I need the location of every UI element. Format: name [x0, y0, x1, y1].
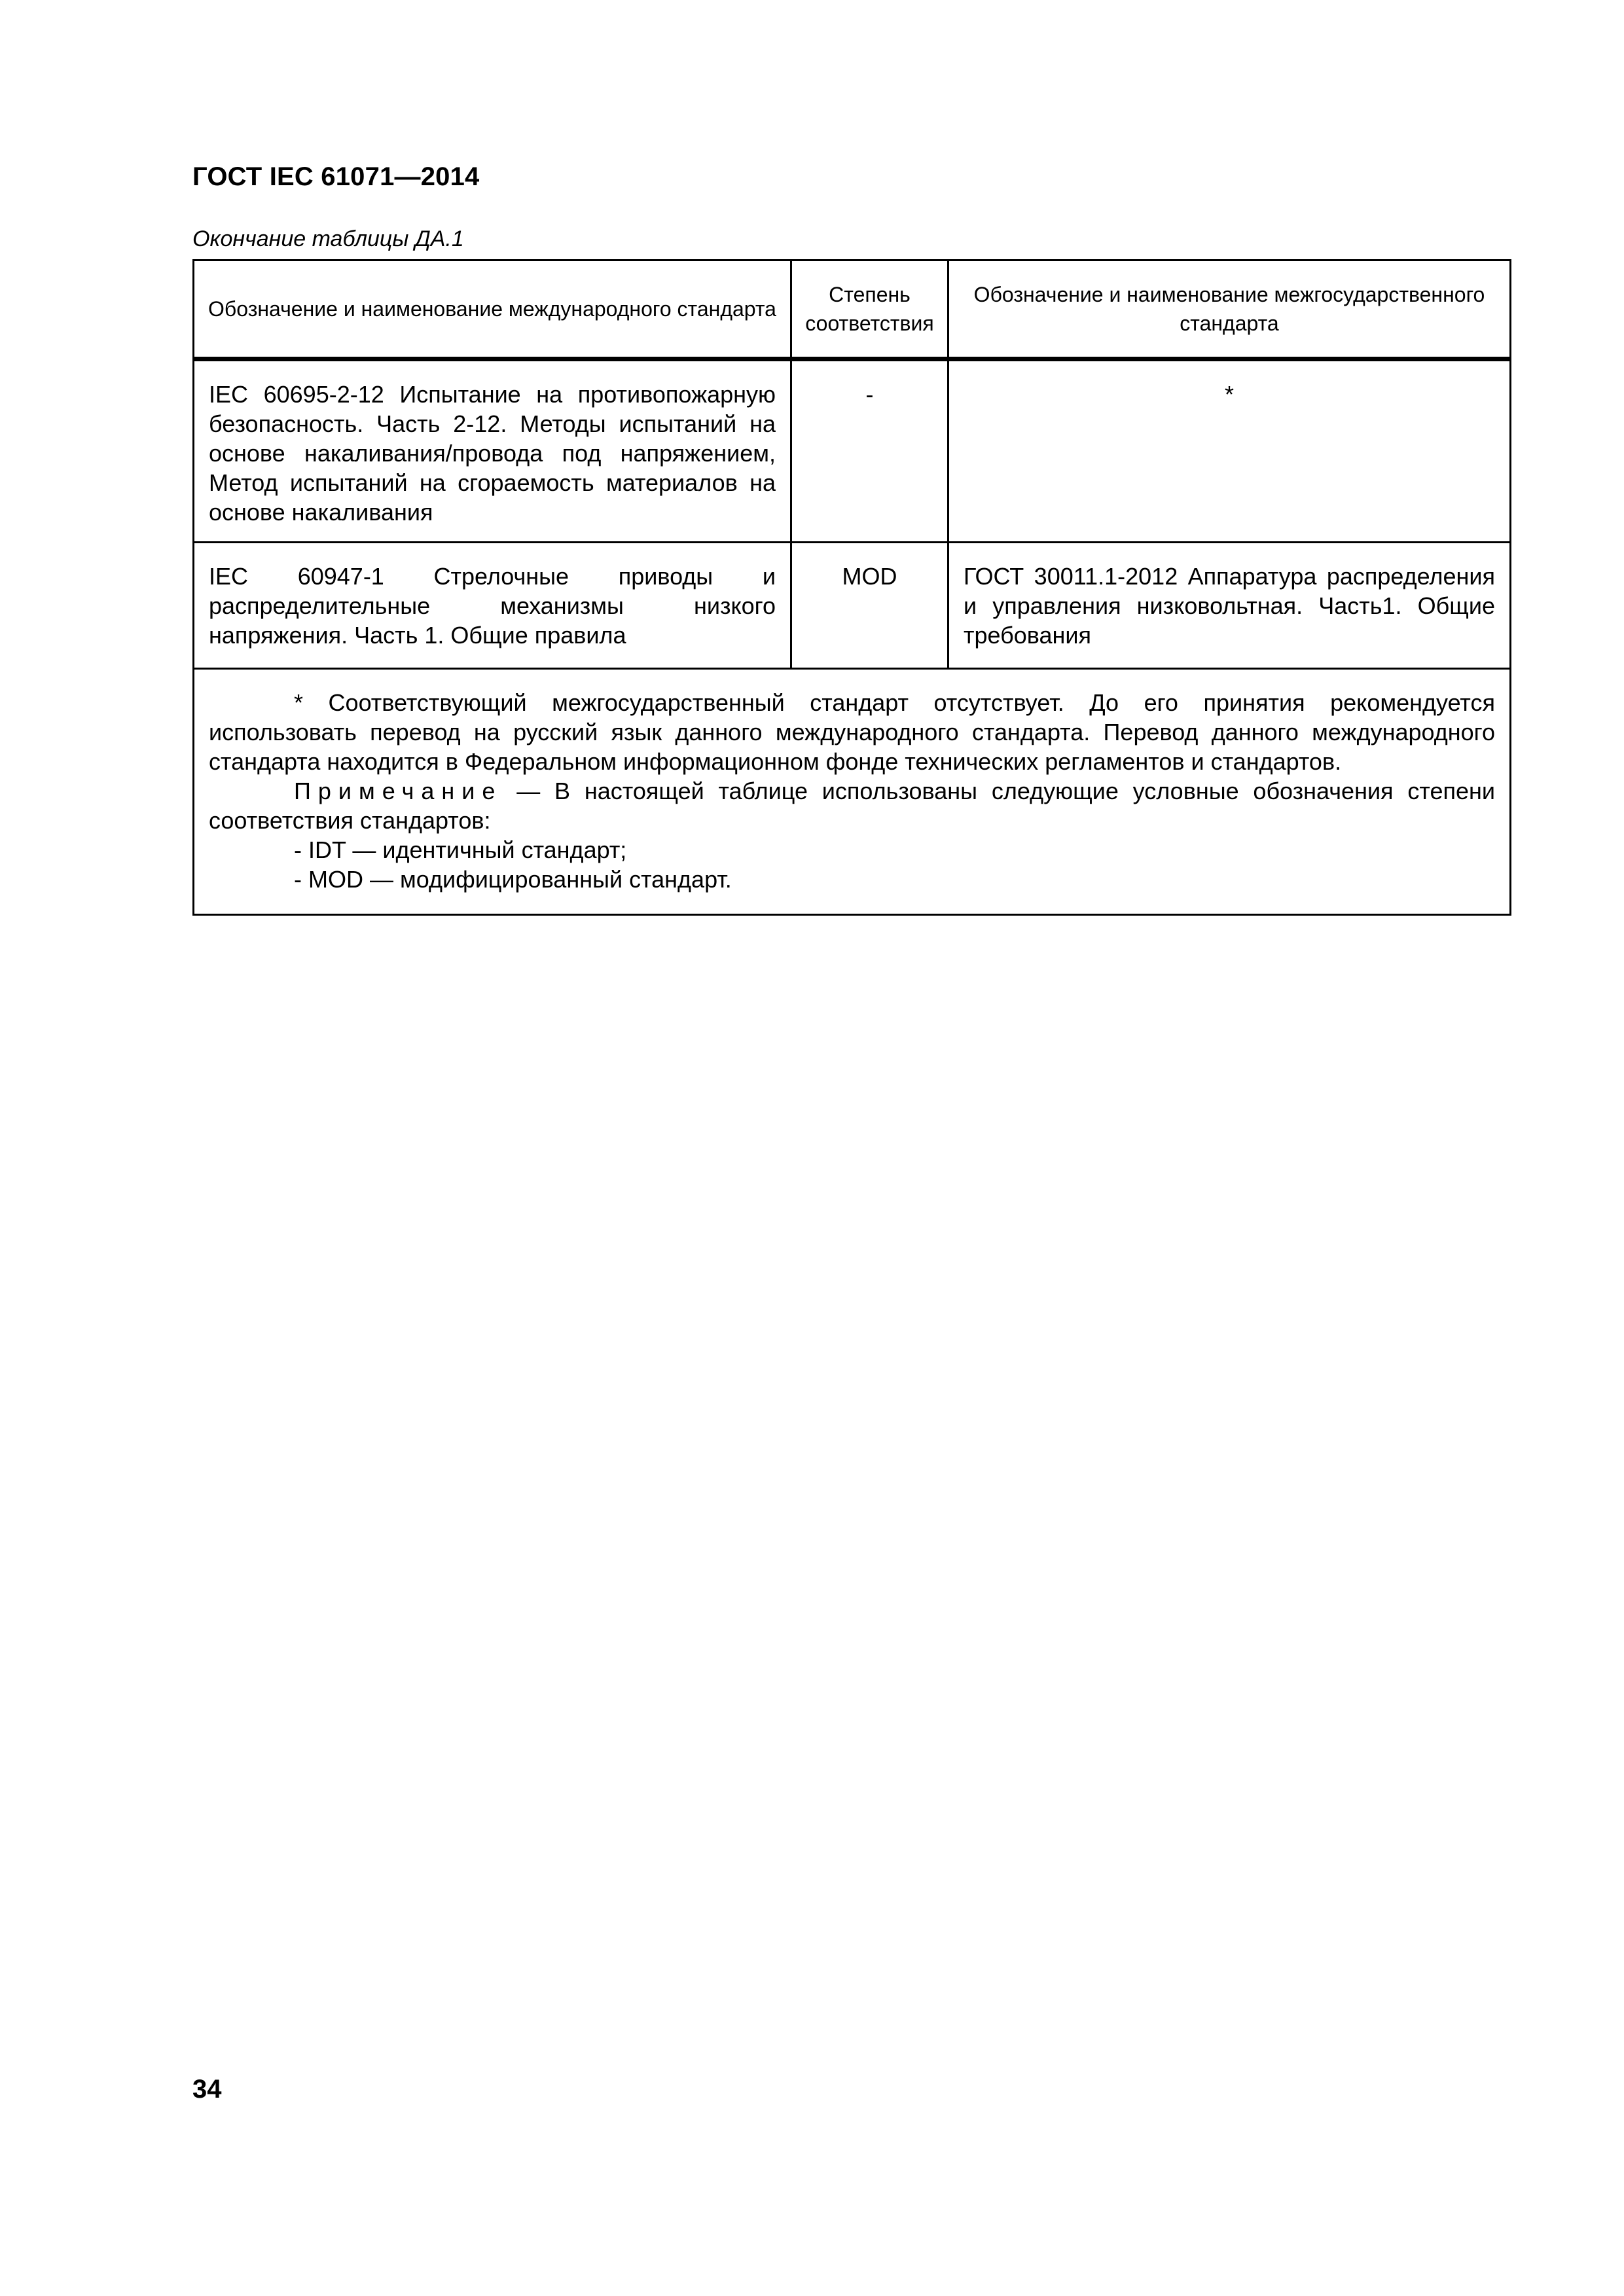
column-header-interstate: Обозначение и наименование межгосударственного стандарта	[948, 260, 1511, 359]
page-number: 34	[192, 2075, 222, 2104]
table-notes	[194, 669, 1511, 915]
cell-interstate-standard: ГОСТ 30011.1-2012 Аппаратура распределения и управления низковольтная. Часть1. Общие требования	[948, 543, 1511, 669]
cell-international-standard: IEC 60947-1 Стрелочные приводы и распределительные механизмы низкого напряжения. Часть 1. Общие правила	[194, 543, 791, 669]
column-header-degree: Степень соответствия	[791, 260, 948, 359]
footnote-text: * Соответствующий межгосударственный стандарт отсутствует. До его принятия рекомендуется использовать перевод на русский язык данного международного стандарта. Перевод данного международного стандарта находится в Федеральном информационном фонде технических регламентов и стандартов.	[209, 689, 1495, 775]
table-notes-row	[194, 669, 1511, 915]
legend-idt: - IDT — идентичный стандарт;	[294, 836, 627, 863]
note-paragraph	[209, 776, 1495, 835]
table-caption: Окончание таблицы ДА.1	[192, 226, 464, 251]
legend-mod: - MOD — модифицированный стандарт.	[294, 866, 732, 893]
cell-international-standard: IEC 60695-2-12 Испытание на противопожарную безопасность. Часть 2-12. Методы испытаний на основе накаливания/провода под напряжением, Метод испытаний на сгораемость материалов на основе накаливания	[194, 359, 791, 543]
cell-degree: MOD	[791, 543, 948, 669]
column-header-international: Обозначение и наименование международного стандарта	[194, 260, 791, 359]
cell-interstate-standard: *	[948, 359, 1511, 543]
correspondence-table	[192, 259, 1511, 916]
note-label: Примечание	[294, 778, 503, 804]
document-header: ГОСТ IEC 61071—2014	[192, 162, 480, 191]
table-header-row	[194, 260, 1511, 359]
note-text: — В настоящей таблице использованы следующие условные обозначения степени соответствия стандартов:	[209, 778, 1495, 834]
cell-degree: -	[791, 359, 948, 543]
table-row	[194, 359, 1511, 543]
table-row	[194, 543, 1511, 669]
